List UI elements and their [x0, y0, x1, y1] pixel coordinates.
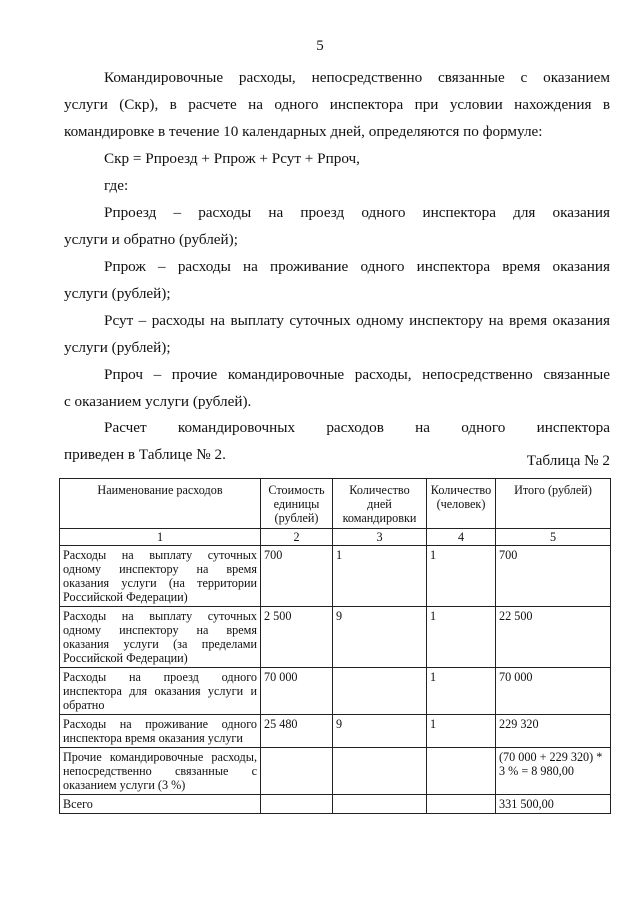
formula	[64, 145, 610, 172]
paragraph-line: Командировочные расходы, непосредственно связанные с оказанием	[104, 69, 610, 86]
expense-name: Всего	[60, 795, 261, 814]
header-cell: Наименование расходов	[60, 479, 261, 529]
people-count: 1	[427, 668, 496, 715]
total: 229 320	[496, 715, 611, 748]
definition-other	[64, 361, 610, 415]
people-count	[427, 795, 496, 814]
paragraph-line: Расчет командировочных расходов на одного инспектора	[104, 419, 610, 436]
header-cell: Количество (человек)	[427, 479, 496, 529]
unit-cost	[261, 748, 333, 795]
days-count: 1	[333, 546, 427, 607]
column-number: 1	[60, 529, 261, 546]
unit-cost	[261, 795, 333, 814]
expense-name: Расходы на проезд одного инспектора для оказания услуги и обратно	[60, 668, 261, 715]
total: (70 000 + 229 320) * 3 % = 8 980,00	[496, 748, 611, 795]
table-row	[60, 748, 611, 795]
days-count	[333, 795, 427, 814]
column-number: 5	[496, 529, 611, 546]
total: 331 500,00	[496, 795, 611, 814]
header-cell: Количество дней командировки	[333, 479, 427, 529]
column-number: 3	[333, 529, 427, 546]
column-number-row	[60, 529, 611, 546]
days-count	[333, 748, 427, 795]
people-count: 1	[427, 607, 496, 668]
expense-name: Расходы на выплату суточных одному инспектору на время оказания услуги (за пределами Российской Федерации)	[60, 607, 261, 668]
unit-cost: 2 500	[261, 607, 333, 668]
expenses-table	[59, 478, 611, 814]
total: 70 000	[496, 668, 611, 715]
days-count: 9	[333, 715, 427, 748]
table-label: Таблица № 2	[526, 452, 610, 469]
paragraph-text: услуги (рублей);	[64, 285, 171, 302]
table-row	[60, 668, 611, 715]
paragraph-line: Рсут – расходы на выплату суточных одному инспектору на время оказания	[104, 312, 610, 329]
header-cell: Итого (рублей)	[496, 479, 611, 529]
column-number: 2	[261, 529, 333, 546]
days-count: 9	[333, 607, 427, 668]
where-text: где:	[104, 177, 129, 194]
paragraph-text: услуги (рублей);	[64, 339, 171, 356]
definition-accommodation	[64, 253, 610, 307]
days-count	[333, 668, 427, 715]
where-label	[64, 172, 610, 199]
header-cell: Стоимость единицы (рублей)	[261, 479, 333, 529]
people-count: 1	[427, 546, 496, 607]
paragraph-text: приведен в Таблице № 2.	[64, 446, 226, 463]
people-count: 1	[427, 715, 496, 748]
unit-cost: 25 480	[261, 715, 333, 748]
table-total-row	[60, 795, 611, 814]
column-number: 4	[427, 529, 496, 546]
table-row	[60, 715, 611, 748]
table-row	[60, 546, 611, 607]
table-header-row	[60, 479, 611, 529]
definition-daily	[64, 307, 610, 361]
paragraph-line: Рпроезд – расходы на проезд одного инспектора для оказания	[104, 204, 610, 221]
paragraph-text: с оказанием услуги (рублей).	[64, 393, 252, 410]
paragraph-text: услуги и обратно (рублей);	[64, 231, 238, 248]
expense-name: Прочие командировочные расходы, непосредственно связанные с оказанием услуги (3 %)	[60, 748, 261, 795]
paragraph-line: Рпрож – расходы на проживание одного инспектора время оказания	[104, 258, 610, 275]
paragraph-text: услуги (Скр), в расчете на одного инспектора при условии нахождения в командировке в течение 10 календарных дней, определяются по формуле:	[64, 96, 610, 140]
total: 700	[496, 546, 611, 607]
total: 22 500	[496, 607, 611, 668]
unit-cost: 700	[261, 546, 333, 607]
table-row	[60, 607, 611, 668]
expense-name: Расходы на проживание одного инспектора время оказания услуги	[60, 715, 261, 748]
page-number: 5	[316, 38, 324, 54]
formula-text: Скр = Рпроезд + Рпрож + Рсут + Рпроч,	[104, 150, 360, 167]
definition-travel	[64, 199, 610, 253]
people-count	[427, 748, 496, 795]
paragraph-line: Рпроч – прочие командировочные расходы, непосредственно связанные	[104, 366, 610, 383]
unit-cost: 70 000	[261, 668, 333, 715]
paragraph-travel-expenses	[64, 64, 610, 145]
expense-name: Расходы на выплату суточных одному инспектору на время оказания услуги (на территории Российской Федерации)	[60, 546, 261, 607]
